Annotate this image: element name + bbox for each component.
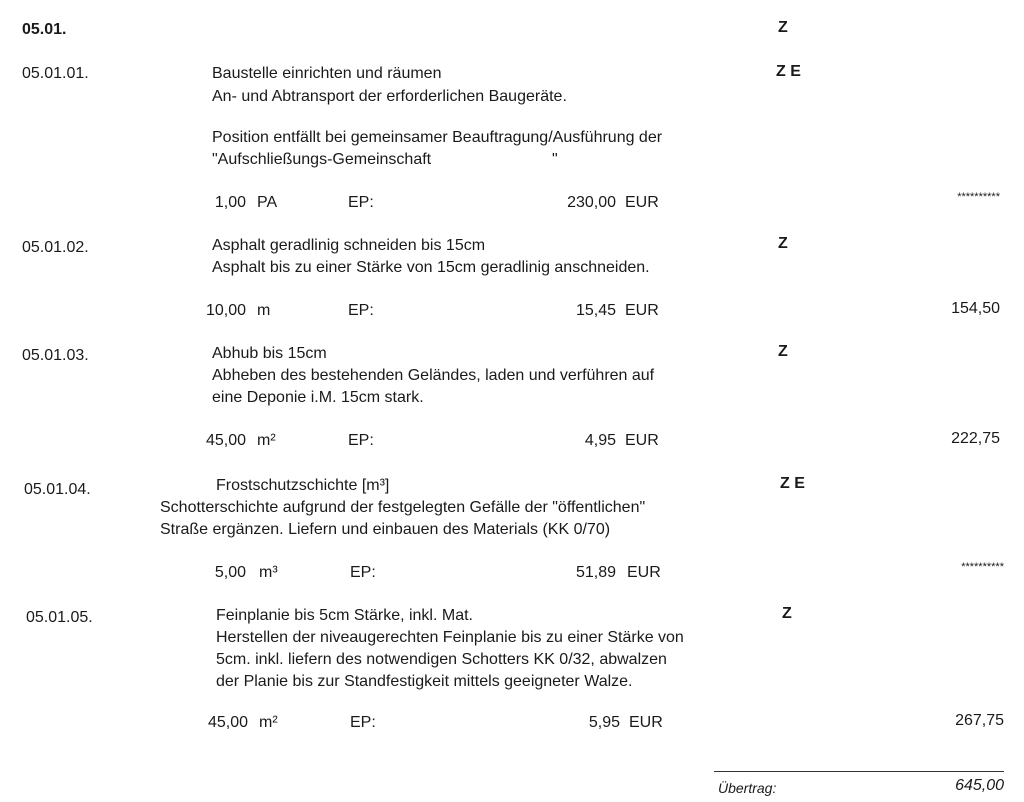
position-description: An- und Abtransport der erforderlichen Baugeräte. [212,88,567,105]
position-flags: Z E [780,475,805,492]
ep-label: EP: [348,302,374,319]
position-description: Abheben des bestehenden Geländes, laden und verführen auf [212,367,655,384]
position-note-continued: "Aufschließungs-Gemeinschaft [212,151,432,168]
currency: EUR [629,714,663,731]
section-flag: Z [778,19,788,36]
position-total: ********** [957,191,1000,203]
currency: EUR [625,194,659,211]
ep-label: EP: [350,714,376,731]
position-description-continued: 5cm. inkl. liefern des notwendigen Schotters KK 0/32, abwalzen [216,651,667,668]
unit-price: 5,95 [588,714,620,731]
position-description-end: der Planie bis zur Standfestigkeit mittels geeigneter Walze. [216,673,633,690]
unit: m [257,302,271,319]
position-number: 05.01.01. [22,65,89,82]
ep-label: EP: [348,432,374,449]
quantity: 45,00 [205,432,246,449]
position-total: 267,75 [955,712,1004,729]
position-description: Herstellen der niveaugerechten Feinplanie bis zu einer Stärke von [216,629,684,646]
unit: PA [257,194,278,211]
ep-label: EP: [348,194,374,211]
position-note: Position entfällt bei gemeinsamer Beauftragung/Ausführung der [212,129,663,146]
position-description-continued: eine Deponie i.M. 15cm stark. [212,389,424,406]
position-description: Asphalt bis zu einer Stärke von 15cm geradlinig anschneiden. [212,259,650,276]
position-number: 05.01.05. [26,609,93,626]
position-flags: Z [778,343,788,360]
currency: EUR [627,564,661,581]
carryover-value: 645,00 [955,777,1004,794]
position-total: ********** [961,561,1004,573]
position-total: 154,50 [951,300,1000,317]
position-flags: Z E [776,63,801,80]
unit: m² [259,714,278,731]
unit-price: 4,95 [584,432,616,449]
position-title: Frostschutzschichte [m³] [216,477,390,494]
unit-price: 230,00 [567,194,616,211]
currency: EUR [625,302,659,319]
unit: m² [257,432,276,449]
quantity: 1,00 [214,194,246,211]
unit-price: 15,45 [575,302,616,319]
unit-price: 51,89 [575,564,616,581]
carryover-rule [714,771,1004,772]
quantity: 45,00 [207,714,248,731]
position-title: Feinplanie bis 5cm Stärke, inkl. Mat. [216,607,473,624]
carryover-label: Übertrag: [718,780,777,796]
position-title: Abhub bis 15cm [212,345,327,362]
ep-label: EP: [350,564,376,581]
position-description-continued: Straße ergänzen. Liefern und einbauen des Materials (KK 0/70) [160,521,611,538]
section-number: 05.01. [22,21,67,38]
position-total: 222,75 [951,430,1000,447]
quantity: 5,00 [214,564,246,581]
unit: m³ [259,564,278,581]
position-description: Schotterschichte aufgrund der festgelegten Gefälle der "öffentlichen" [160,499,646,516]
position-number: 05.01.02. [22,239,89,256]
position-number: 05.01.04. [24,481,91,498]
currency: EUR [625,432,659,449]
quantity: 10,00 [205,302,246,319]
position-number: 05.01.03. [22,347,89,364]
position-note-end-quote: " [552,151,558,168]
position-flags: Z [778,235,788,252]
position-flags: Z [782,605,792,622]
position-title: Asphalt geradlinig schneiden bis 15cm [212,237,486,254]
position-title: Baustelle einrichten und räumen [212,65,442,82]
